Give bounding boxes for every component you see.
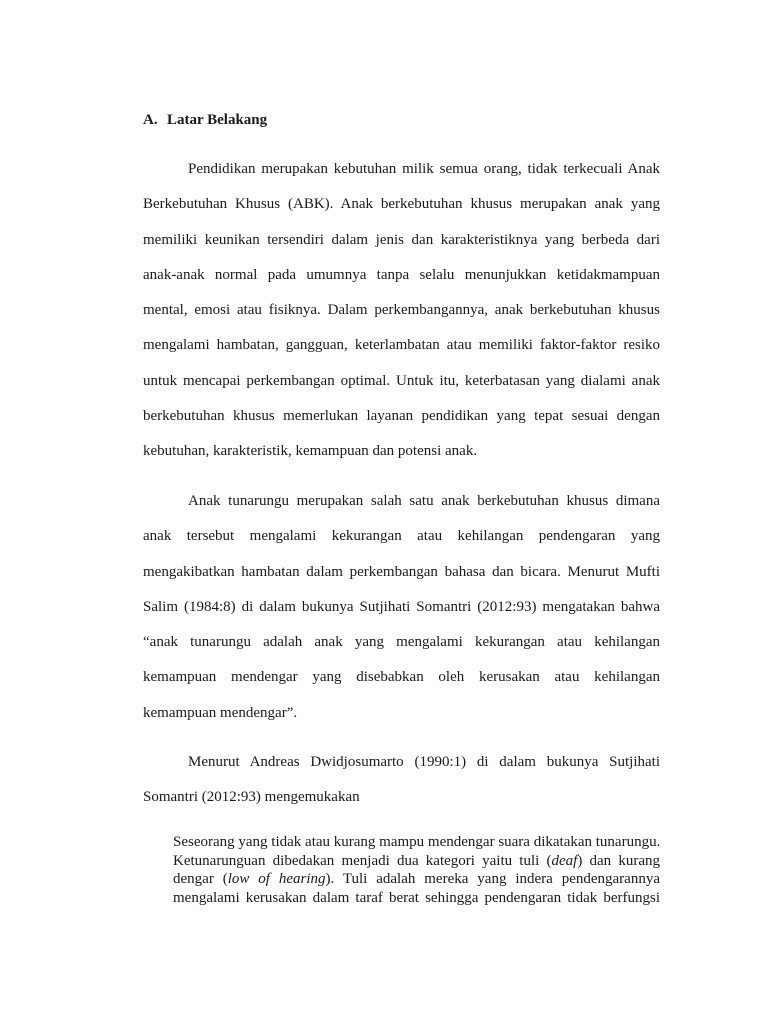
section-heading: [143, 110, 267, 130]
paragraph-line: Berkebutuhan Khusus (ABK). Anak berkebutuhan khusus merupakan anak yang: [143, 196, 660, 213]
paragraph-line: memiliki keunikan tersendiri dalam jenis dan karakteristiknya yang berbeda dari: [143, 231, 660, 248]
paragraph-line: anak tersebut mengalami kekurangan atau kehilangan pendengaran yang: [143, 528, 660, 545]
quote-term: deaf: [551, 852, 578, 869]
paragraph-line: Pendidikan merupakan kebutuhan milik semua orang, tidak terkecuali Anak: [188, 161, 660, 177]
paragraph-line: Salim (1984:8) di dalam bukunya Sutjihati Somantri (2012:93) mengatakan bahwa: [143, 598, 660, 615]
paragraph-line: Anak tunarungu merupakan salah satu anak berkebutuhan khusus dimana: [188, 493, 660, 509]
paragraph-line: “anak tunarungu adalah anak yang mengalami kekurangan atau kehilangan: [143, 634, 660, 651]
paragraph-line: Menurut Andreas Dwidjosumarto (1990:1) di dalam bukunya Sutjihati: [188, 754, 660, 770]
quote-text: ). Tuli adalah mereka yang indera pendengarannya: [325, 871, 660, 887]
paragraph-line: mengalami hambatan, gangguan, keterlambatan atau memiliki faktor-faktor resiko: [143, 337, 660, 354]
paragraph-3: [143, 745, 660, 816]
paragraph-line: Somantri (2012:93) mengemukakan: [143, 789, 360, 806]
quote-text: ) dan kurang: [577, 852, 660, 869]
quote-line: [173, 870, 660, 889]
section-number: A.: [143, 112, 158, 128]
quote-line: [173, 852, 660, 871]
paragraph-2: [143, 484, 660, 731]
section-title: Latar Belakang: [167, 112, 268, 128]
paragraph-line: kemampuan mendengar yang disebabkan oleh kerusakan atau kehilangan: [143, 669, 660, 686]
quote-line: Seseorang yang tidak atau kurang mampu mendengar suara dikatakan tunarungu.: [173, 834, 661, 850]
quote-text: dengar (: [173, 871, 228, 887]
paragraph-line: mental, emosi atau fisiknya. Dalam perkembangannya, anak berkebutuhan khusus: [143, 302, 660, 319]
paragraph-line: berkebutuhan khusus memerlukan layanan pendidikan yang tepat sesuai dengan: [143, 408, 660, 425]
paragraph-line: kemampuan mendengar”.: [143, 704, 298, 721]
paragraph-line: kebutuhan, karakteristik, kemampuan dan potensi anak.: [143, 443, 478, 460]
quote-text: Ketunarunguan dibedakan menjadi dua kategori yaitu tuli (: [173, 852, 552, 869]
paragraph-line: untuk mencapai perkembangan optimal. Untuk itu, keterbatasan yang dialami anak: [143, 372, 660, 389]
paragraph-line: anak-anak normal pada umumnya tanpa selalu menunjukkan ketidakmampuan: [143, 266, 660, 283]
quote-line: mengalami kerusakan dalam taraf berat sehingga pendengaran tidak berfungsi: [173, 889, 660, 906]
quote-term: low of hearing: [227, 871, 326, 887]
paragraph-1: [143, 152, 660, 470]
block-quote: [173, 833, 660, 907]
paragraph-line: mengakibatkan hambatan dalam perkembangan bahasa dan bicara. Menurut Mufti: [143, 563, 660, 580]
